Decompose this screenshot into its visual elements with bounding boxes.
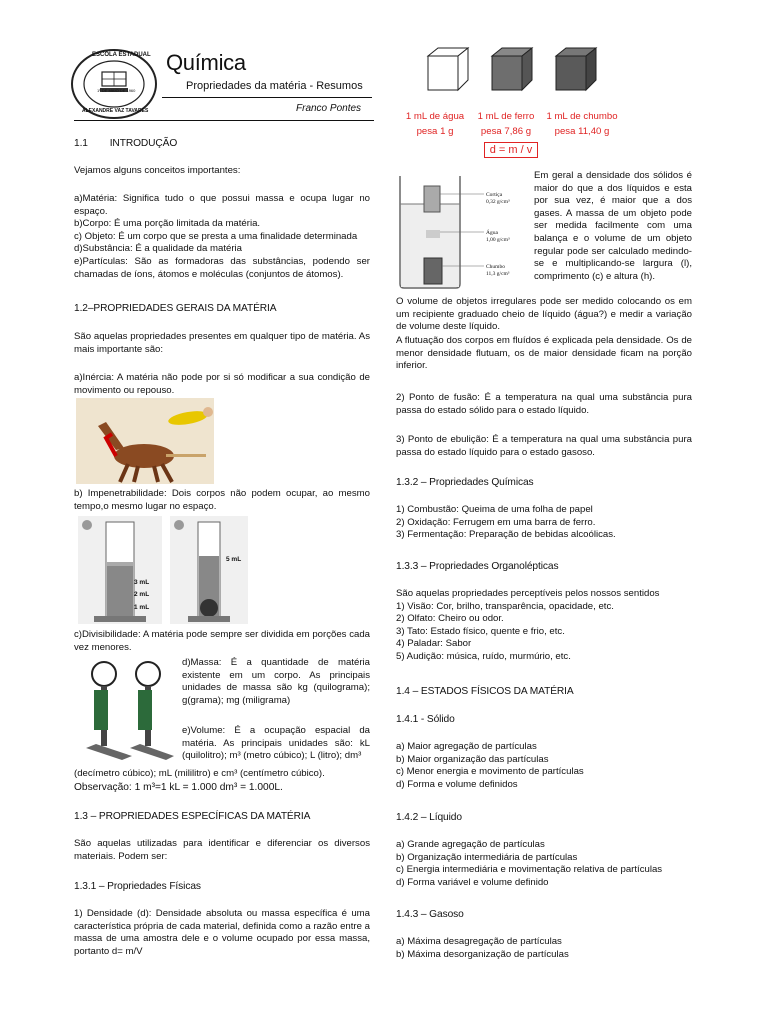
liquid-item-a: a) Grande agregação de partículas [396, 839, 545, 850]
liquid-item-c: c) Energia intermediária e movimentação relativa de partículas [396, 864, 663, 876]
liquid-item-b: b) Organização intermediária de partículas [396, 851, 578, 863]
beaker-label-agua [486, 230, 510, 244]
section-1-4-2-heading: 1.4.2 – Líquido [396, 812, 462, 823]
divisibilidade-text: c)Divisibilidade: A matéria pode sempre ser dividida em porções cada vez menores. [74, 629, 370, 653]
gas-item-a: a) Máxima desagregação de partículas [396, 936, 562, 947]
densidade-text: 1) Densidade (d): Densidade absoluta ou massa específica é uma característica própria de cada material, definida como a razão entre a massa de uma amostra dele e o volume ocupado por essa massa, portanto d= m/V [74, 908, 370, 957]
solid-properties-list [396, 741, 692, 791]
header-rule-top [162, 97, 372, 98]
gas-properties-list [396, 936, 692, 961]
volume-text-continued: (decímetro cúbico); mL (mililitro) e cm³ (centímetro cúbico). [74, 768, 325, 779]
beaker-label-chumbo-name: Chumbo [486, 264, 505, 270]
observacao-text: Observação: 1 m³=1 kL = 1.000 dm³ = 1.000L. [74, 782, 283, 793]
page-title: Química [166, 50, 246, 75]
organoleptic-list [396, 588, 692, 664]
inercia-text: a)Inércia: A matéria não pode por si só modificar a sua condição de movimento ou repouso. [74, 372, 370, 396]
section-1-4-3-heading: 1.4.3 – Gasoso [396, 909, 464, 920]
section-1-2-text: São aquelas propriedades presentes em qualquer tipo de matéria. As mais importante são: [74, 331, 370, 355]
section-1-3-1-heading: 1.3.1 – Propriedades Físicas [74, 881, 201, 892]
author: Franco Pontes [296, 103, 362, 114]
irregular-volume-text: O volume de objetos irregulares pode ser medido colocando os em um recipiente graduado cheio de líquido (água?) e medir a variação de volume deste líquido. [396, 296, 692, 333]
liquid-properties-list [396, 839, 692, 889]
beaker-label-agua-value: 1,00 g/cm³ [486, 237, 510, 243]
solid-item-b: b) Maior organização das partículas [396, 753, 549, 765]
beaker-label-cortica-name: Cortiça [486, 192, 503, 198]
beaker-label-chumbo-value: 11,3 g/cm³ [486, 271, 510, 277]
cylinder-label-5ml: 5 mL [226, 556, 242, 563]
beaker-label-cortica [486, 192, 510, 206]
olfato-item: 2) Olfato: Cheiro ou odor. [396, 613, 504, 625]
lead-cube-label [542, 111, 622, 138]
logo-text-bottom: ALEXANDRE VAZ TAVARES [82, 108, 149, 114]
water-cube-label-line2: pesa 1 g [416, 126, 454, 137]
def-corpo: b)Corpo: É uma porção limitada da matéria. [74, 218, 261, 230]
section-1-4-1-heading: 1.4.1 - Sólido [396, 714, 455, 725]
beaker-label-agua-name: Água [486, 230, 498, 236]
header-rule-bottom [74, 120, 374, 121]
massa-text: d)Massa: É a quantidade de matéria existente em um corpo. As principais unidades de massa são kg (quilograma); g(grama); mg (miligrama) [182, 657, 370, 706]
solid-item-c: c) Menor energia e movimento de partículas [396, 766, 584, 778]
water-cube-label [398, 111, 472, 138]
visao-item: 1) Visão: Cor, brilho, transparência, opacidade, etc. [396, 600, 614, 612]
density-explanation: Em geral a densidade dos sólidos é maior do que a dos líquidos e esta por sua vez, é maior que a dos gases. A massa de um objeto pode ser medida facilmente com uma balança e o volume de um objeto regular pode ser calculado medindo-se e multiplicando-se largura (l), comprimento (c) e altura (h). [534, 170, 692, 282]
horse-rider-illustration [76, 398, 214, 484]
lead-cube-label-line1: 1 mL de chumbo [546, 111, 618, 122]
combustao-item: 1) Combustão: Queima de uma folha de papel [396, 504, 593, 515]
beaker-label-cortica-value: 0,32 g/cm³ [486, 199, 510, 205]
density-formula: d = m / v [484, 142, 538, 158]
logo-date: 1º DE MAIO DE 1960 [97, 88, 136, 93]
def-substancia: d)Substância: É a qualidade da matéria [74, 243, 242, 255]
water-cube-label-line1: 1 mL de água [405, 111, 465, 122]
logo-text-top: ESCOLA ESTADUAL [92, 52, 151, 58]
impenetrabilidade-text: b) Impenetrabilidade: Dois corpos não podem ocupar, ao mesmo tempo,o mesmo lugar no espaço. [74, 488, 370, 512]
section-1-3-2-heading: 1.3.2 – Propriedades Químicas [396, 477, 534, 488]
lead-cube [556, 48, 596, 90]
graduated-cylinder-figure-1 [78, 516, 162, 624]
section-1-3-text: São aquelas utilizadas para identificar e diferenciar os diversos materiais. Podem ser: [74, 838, 370, 862]
section-1-2-heading: 1.2–PROPRIEDADES GERAIS DA MATÉRIA [74, 303, 277, 314]
solid-item-d: d) Forma e volume definidos [396, 778, 518, 790]
liquid-item-d: d) Forma variável e volume definido [396, 876, 549, 888]
cylinder-label-3ml: 3 mL [134, 579, 150, 586]
def-particulas: e)Partículas: São as formadoras das substâncias, podendo ser chamadas de íons, átomos e moléculas (conjuntos de átomos). [74, 255, 370, 280]
volume-text: e)Volume: É a ocupação espacial da matéria. As principais unidades são: kL (quilolitro); m³ (metro cúbico); L (litro); dm³ [182, 725, 370, 762]
section-1-3-heading: 1.3 – PROPRIEDADES ESPECÍFICAS DA MATÉRIA [74, 811, 311, 822]
def-objeto: c) Objeto: É um corpo que se presta a uma finalidade determinada [74, 230, 358, 242]
section-1-1-heading: 1.1 INTRODUÇÃO [74, 138, 178, 149]
tato-item: 3) Tato: Estado físico, quente e frio, etc. [396, 625, 565, 637]
section-1-3-3-heading: 1.3.3 – Propriedades Organolépticas [396, 561, 559, 572]
fermentacao-item: 3) Fermentação: Preparação de bebidas alcoólicas. [396, 529, 616, 541]
graduated-cylinder-figure-2 [170, 516, 248, 624]
audicao-item: 5) Audição: música, ruído, murmúrio, etc. [396, 650, 571, 662]
iron-cube-label [468, 111, 544, 138]
beaker-label-chumbo [486, 264, 509, 278]
cylinder-label-1ml: 1 mL [134, 604, 150, 611]
definitions-list [74, 193, 370, 281]
intro-text: Vejamos alguns conceitos importantes: [74, 165, 241, 176]
organoleptic-intro: São aquelas propriedades perceptíveis pelos nossos sentidos [396, 588, 660, 599]
cubes-illustration [420, 46, 620, 96]
scales-illustration [82, 656, 176, 762]
ponto-fusao-text: 2) Ponto de fusão: É a temperatura na qual uma substância pura passa do estado sólido para o estado líquido. [396, 392, 692, 416]
water-cube [428, 48, 468, 90]
flotation-text: A flutuação dos corpos em fluídos é explicada pela densidade. Os de menor densidade flutuam, os de maior densidade ficam na porção inferior. [396, 335, 692, 372]
iron-cube-label-line1: 1 mL de ferro [477, 111, 535, 122]
gas-item-b: b) Máxima desorganização de partículas [396, 948, 569, 960]
iron-cube-label-line2: pesa 7,86 g [480, 126, 532, 137]
iron-cube [492, 48, 532, 90]
lead-cube-label-line2: pesa 11,40 g [554, 126, 610, 137]
page-subtitle: Propriedades da matéria - Resumos [186, 80, 363, 92]
beaker-illustration [398, 170, 530, 290]
cylinder-label-2ml: 2 mL [134, 591, 150, 598]
def-materia: a)Matéria: Significa tudo o que possui massa e ocupa lugar no espaço. [74, 193, 370, 217]
solid-item-a: a) Maior agregação de partículas [396, 741, 537, 752]
oxidacao-item: 2) Oxidação: Ferrugem em uma barra de ferro. [396, 516, 596, 528]
section-1-4-heading: 1.4 – ESTADOS FÍSICOS DA MATÉRIA [396, 686, 574, 697]
ponto-ebulicao-text: 3) Ponto de ebulição: É a temperatura na qual uma substância pura passa do estado líquido para o estado gasoso. [396, 434, 692, 458]
chemical-properties-list [396, 504, 692, 542]
paladar-item: 4) Paladar: Sabor [396, 638, 472, 650]
